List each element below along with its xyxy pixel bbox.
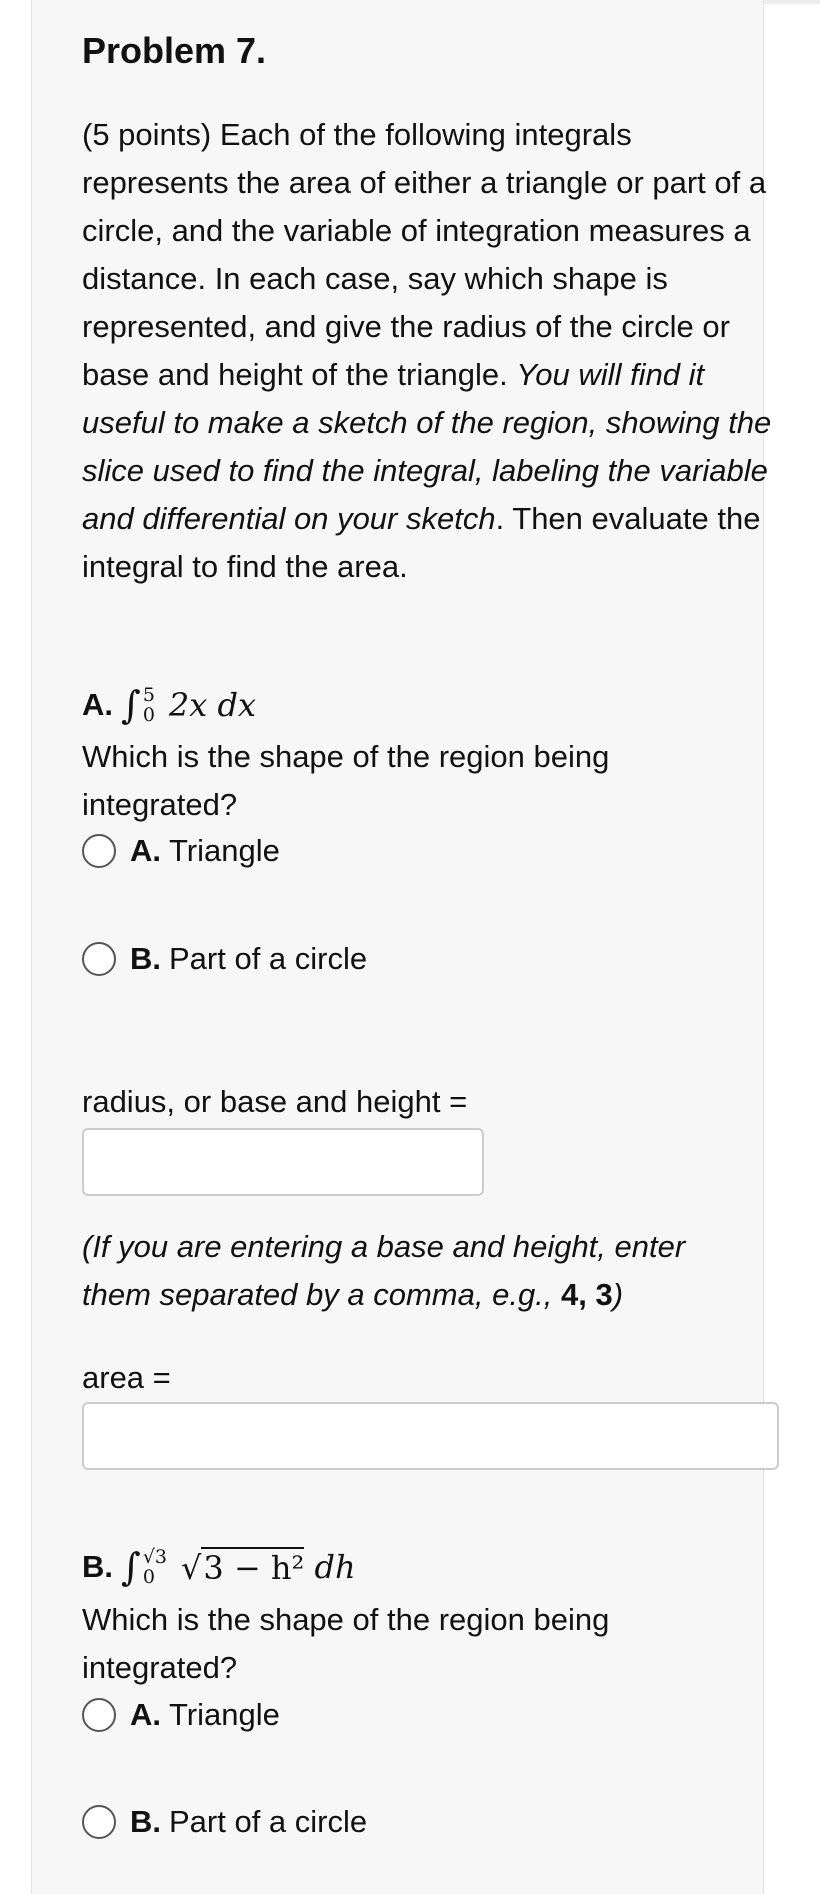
- integral-sign-icon: ∫: [121, 1545, 141, 1589]
- lower-limit: 0: [142, 1566, 155, 1588]
- part-a-heading: [82, 680, 256, 730]
- option-label: Triangle: [169, 833, 280, 868]
- part-a-letter: A.: [82, 687, 113, 722]
- radicand: 3 − h²: [203, 1549, 305, 1587]
- part-a-option-triangle[interactable]: [82, 833, 280, 869]
- part-b-heading: [82, 1542, 356, 1592]
- option-letter: B.: [130, 1804, 161, 1839]
- radio-button[interactable]: [82, 942, 116, 976]
- differential: dx: [217, 686, 257, 724]
- radius-hint: [82, 1223, 762, 1319]
- part-b-option-circle[interactable]: [82, 1804, 367, 1840]
- radius-label: radius, or base and height =: [82, 1084, 468, 1119]
- square-root: [181, 1547, 304, 1587]
- upper-limit: √3: [142, 1546, 168, 1568]
- problem-card: [31, 0, 772, 1894]
- option-label: Part of a circle: [169, 1804, 368, 1839]
- integral-limits: [143, 685, 155, 725]
- part-a-integral: [121, 683, 256, 727]
- hint-example: 4, 3: [561, 1277, 613, 1312]
- radio-button[interactable]: [82, 1805, 116, 1839]
- differential: dh: [314, 1548, 356, 1586]
- area-label: area =: [82, 1360, 171, 1395]
- hint-close: ): [612, 1277, 624, 1312]
- upper-limit: 5: [142, 684, 155, 706]
- option-label: Triangle: [169, 1697, 280, 1732]
- option-letter: A.: [130, 1697, 161, 1732]
- lower-limit: 0: [142, 704, 155, 726]
- radio-button[interactable]: [82, 834, 116, 868]
- option-label: Part of a circle: [169, 941, 368, 976]
- problem-instructions: [82, 111, 782, 591]
- part-b-question: Which is the shape of the region being integrated?: [82, 1602, 610, 1685]
- part-b-letter: B.: [82, 1549, 113, 1584]
- instructions-text: (5 points) Each of the following integrals represents the area of either a triangle or part of a circle, and the variable of integration measures a distance. In each case, say which shape is represented, and give the radius of the circle or base and height of the triangle.: [82, 117, 767, 392]
- part-b-option-triangle[interactable]: [82, 1697, 280, 1733]
- problem-title: Problem 7.: [82, 30, 267, 71]
- radius-input[interactable]: [82, 1128, 484, 1196]
- integral-limits: [143, 1547, 167, 1587]
- part-b-integral: [121, 1545, 356, 1589]
- integrand: 2x: [168, 686, 208, 724]
- part-a-question: Which is the shape of the region being integrated?: [82, 739, 610, 822]
- option-letter: A.: [130, 833, 161, 868]
- hint-text: (If you are entering a base and height, enter them separated by a comma, e.g.,: [82, 1229, 686, 1312]
- instructions-sketch-note: You will find it useful to make a sketch of the region, showing the slice used to find the integral, labeling the variable and differential on your sketch: [82, 357, 772, 536]
- integral-sign-icon: ∫: [121, 683, 141, 727]
- part-a-option-circle[interactable]: [82, 941, 367, 977]
- area-input[interactable]: [82, 1402, 779, 1470]
- instructions-end: . Then evaluate the integral to find the area.: [82, 501, 761, 584]
- option-letter: B.: [130, 941, 161, 976]
- radio-button[interactable]: [82, 1698, 116, 1732]
- radical-sign-icon: √: [181, 1549, 202, 1587]
